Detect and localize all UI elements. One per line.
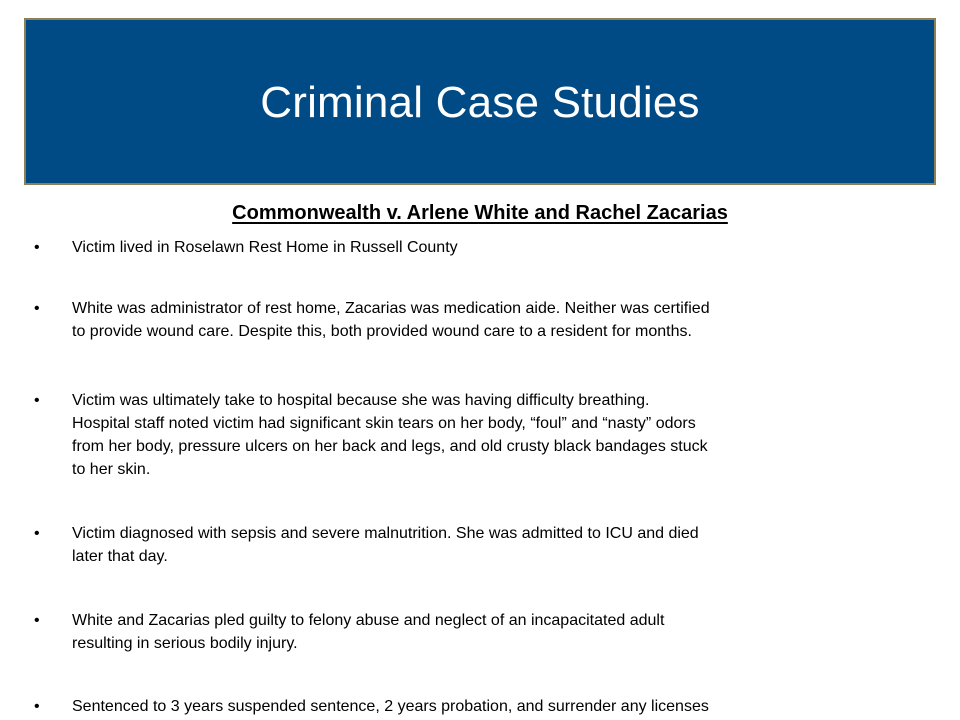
bullet-item	[34, 695, 934, 718]
case-heading: Commonwealth v. Arlene White and Rachel Zacarias	[232, 202, 728, 224]
bullet-item	[34, 522, 934, 568]
bullet-item	[34, 236, 934, 259]
slide-title: Criminal Case Studies	[260, 77, 700, 127]
title-banner	[24, 18, 936, 185]
bullet-text: Sentenced to 3 years suspended sentence, 2 years probation, and surrender any licenses	[72, 698, 709, 715]
bullet-dot: •	[34, 239, 40, 256]
bullet-dot: •	[34, 300, 40, 317]
bullet-dot: •	[34, 698, 40, 715]
bullet-text: White was administrator of rest home, Zacarias was medication aide. Neither was certified to provide wound care. Despite this, both provided wound care to a resident for months.	[72, 300, 710, 340]
bullet-item	[34, 609, 934, 655]
bullet-text: White and Zacarias pled guilty to felony abuse and neglect of an incapacitated adult resulting in serious bodily injury.	[72, 612, 665, 652]
bullet-item	[34, 389, 934, 481]
bullet-item	[34, 297, 934, 343]
bullet-text: Victim lived in Roselawn Rest Home in Russell County	[72, 239, 458, 256]
bullet-dot: •	[34, 392, 40, 409]
bullet-text: Victim was ultimately take to hospital because she was having difficulty breathing. Hospital staff noted victim had significant skin tears on her body, “foul” and “nasty” odors from her body, pressure ulcers on her back and legs, and old crusty black bandages stuck to her skin.	[72, 392, 708, 478]
bullet-dot: •	[34, 612, 40, 629]
bullet-dot: •	[34, 525, 40, 542]
bullet-text: Victim diagnosed with sepsis and severe malnutrition. She was admitted to ICU and died later that day.	[72, 525, 699, 565]
